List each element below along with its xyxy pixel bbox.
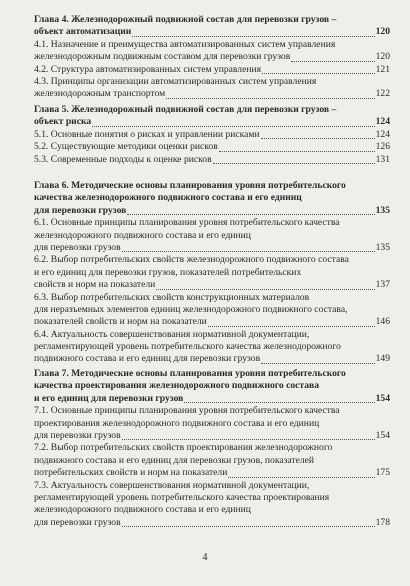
toc-leader-dots <box>261 355 375 364</box>
toc-chapter-4 <box>34 14 390 101</box>
toc-page-number: 178 <box>375 516 390 528</box>
toc-line <box>34 405 390 417</box>
toc-line-text: 5.1. Основные понятия о рисках и управлении рисками <box>34 128 260 140</box>
toc-line <box>34 88 390 100</box>
toc-page-number: 135 <box>375 204 390 216</box>
toc-page-number: 175 <box>375 467 390 479</box>
toc-leader-dots <box>261 130 375 139</box>
toc-line-text: Глава 5. Железнодорожный подвижной состав для перевозки грузов – <box>34 103 337 115</box>
toc-line-text: 7.1. Основные принципы планирования уровня потребительского качества <box>34 405 340 417</box>
toc-line-text: 6.1. Основные принципы планирования уровня потребительского качества <box>34 217 340 229</box>
toc-page-number: 154 <box>375 392 390 404</box>
toc-leader-dots <box>184 394 374 403</box>
toc-line <box>34 217 390 229</box>
toc-line-text: качества проектирования железнодорожного подвижного состава <box>34 380 320 392</box>
toc-leader-dots <box>122 243 375 252</box>
toc-leader-dots <box>262 65 375 74</box>
toc-leader-dots <box>127 206 374 215</box>
toc-page-number: 120 <box>375 26 390 38</box>
toc-line-text: объект риска <box>34 116 92 128</box>
toc-line-text: показателей свойств и норм на показатели <box>34 316 207 328</box>
toc-line-text: 6.3. Выбор потребительских свойств конструкционных материалов <box>34 291 310 303</box>
toc-leader-dots <box>156 281 374 290</box>
toc-line-text: для перевозки грузов <box>34 241 121 253</box>
toc-page-number: 124 <box>375 128 390 140</box>
toc-line-text: 4.3. Принципы организации автоматизированных систем управления <box>34 75 317 87</box>
toc-line-text: 7.3. Актуальность совершенствования нормативной документации, <box>34 479 310 491</box>
toc-chapter-5 <box>34 104 390 166</box>
toc-leader-dots <box>291 53 374 62</box>
toc-line-text: для неразъемных элементов единиц железнодорожного подвижного состава, <box>34 303 348 315</box>
toc-leader-dots <box>228 469 374 478</box>
toc-line <box>34 380 390 392</box>
toc-line-text: железнодорожного подвижного состава и его единиц <box>34 504 251 516</box>
toc-leader-dots <box>122 431 375 440</box>
toc-line <box>34 442 390 454</box>
toc-line-text: железнодорожного подвижного состава и его единиц <box>34 229 251 241</box>
toc-line <box>34 467 390 479</box>
toc-leader-dots <box>132 28 374 37</box>
toc-line <box>34 64 390 76</box>
toc-line-text: железнодорожным подвижным составом для перевозки грузов <box>34 51 291 63</box>
toc-line-text: 6.2. Выбор потребительских свойств железнодорожного подвижного состава <box>34 254 349 266</box>
toc-leader-dots <box>166 90 374 99</box>
toc-line <box>34 141 390 153</box>
toc-leader-dots <box>219 143 375 152</box>
toc-line <box>34 205 390 217</box>
toc-line <box>34 14 390 26</box>
toc-page-number: 154 <box>375 429 390 441</box>
toc-leader-dots <box>92 118 374 127</box>
toc-line-text: подвижного состава и его единиц для перевозки грузов, показателей <box>34 454 315 466</box>
toc-line <box>34 455 390 467</box>
toc-line-text: для перевозки грузов <box>34 204 127 216</box>
toc-line <box>34 154 390 166</box>
toc-page-number: 122 <box>375 88 390 100</box>
toc-line-text: и его единиц для перевозки грузов <box>34 392 184 404</box>
toc-line <box>34 341 390 353</box>
toc-line-text: потребительских свойств и норм на показатели <box>34 467 228 479</box>
toc-line <box>34 116 390 128</box>
toc-line-text: 5.2. Существующие методики оценки рисков <box>34 141 218 153</box>
toc-line-text: 4.1. Назначение и преимущества автоматизированных систем управления <box>34 38 336 50</box>
toc-line <box>34 192 390 204</box>
toc-line-text: Глава 6. Методические основы планирования уровня потребительского <box>34 179 346 191</box>
toc-line <box>34 393 390 405</box>
toc-line-text: подвижного состава и его единиц для перевозки грузов <box>34 353 261 365</box>
toc-page-number: 126 <box>375 141 390 153</box>
toc-chapter-6 <box>34 180 390 366</box>
toc-line <box>34 492 390 504</box>
toc-leader-dots <box>213 155 375 164</box>
toc-leader-dots <box>122 518 375 527</box>
toc-line-text: Глава 4. Железнодорожный подвижной состав для перевозки грузов – <box>34 13 337 25</box>
toc-leader-dots <box>208 318 375 327</box>
toc-line <box>34 104 390 116</box>
toc-line <box>34 39 390 51</box>
toc-line <box>34 517 390 529</box>
toc-page-number: 149 <box>375 353 390 365</box>
toc-line <box>34 418 390 430</box>
toc-line <box>34 316 390 328</box>
toc-line-text: объект автоматизации <box>34 26 132 38</box>
toc-line <box>34 129 390 141</box>
toc-line <box>34 242 390 254</box>
toc-line <box>34 368 390 380</box>
toc-page-number: 135 <box>375 241 390 253</box>
toc-page-number: 146 <box>375 316 390 328</box>
toc-page-number: 124 <box>375 116 390 128</box>
toc-line-text: 4.2. Структура автоматизированных систем управления <box>34 63 262 75</box>
toc-line-text: качества железнодорожного подвижного состава и его единиц <box>34 192 302 204</box>
toc-line-text: 5.3. Современные подходы к оценке рисков <box>34 153 212 165</box>
toc-line <box>34 180 390 192</box>
toc-line <box>34 279 390 291</box>
toc-line-text: регламентирующей уровень потребительского качества проектирования <box>34 491 330 503</box>
toc-line <box>34 504 390 516</box>
toc-page-number: 121 <box>375 63 390 75</box>
toc-line <box>34 76 390 88</box>
toc-line <box>34 329 390 341</box>
toc-line <box>34 26 390 38</box>
toc-line-text: железнодорожным транспортом <box>34 88 166 100</box>
toc-line <box>34 267 390 279</box>
toc-line <box>34 304 390 316</box>
toc-line-text: свойств и норм на показатели <box>34 279 156 291</box>
toc-page-number: 131 <box>375 153 390 165</box>
toc-page-number: 120 <box>375 51 390 63</box>
toc-chapter-7 <box>34 368 390 529</box>
toc-line-text: Глава 7. Методические основы планирования уровня потребительского <box>34 367 346 379</box>
page-number: 4 <box>202 552 208 563</box>
toc-line <box>34 292 390 304</box>
toc-line <box>34 353 390 365</box>
toc-line <box>34 480 390 492</box>
toc-line <box>34 230 390 242</box>
toc-line-text: проектирования железнодорожного подвижного состава и его единиц <box>34 417 320 429</box>
toc-line-text: для перевозки грузов <box>34 516 121 528</box>
toc-line-text: регламентирующей уровень потребительского качества железнодорожного <box>34 341 341 353</box>
toc-line <box>34 51 390 63</box>
toc-line <box>34 254 390 266</box>
toc-line-text: 7.2. Выбор потребительских свойств проектирования железнодорожного <box>34 442 333 454</box>
toc-line-text: 6.4. Актуальность совершенствования нормативной документации, <box>34 328 310 340</box>
toc-line <box>34 430 390 442</box>
toc-page-number: 137 <box>375 279 390 291</box>
toc-line-text: и его единиц для перевозки грузов, показателей потребительских <box>34 266 302 278</box>
toc-line-text: для перевозки грузов <box>34 429 121 441</box>
